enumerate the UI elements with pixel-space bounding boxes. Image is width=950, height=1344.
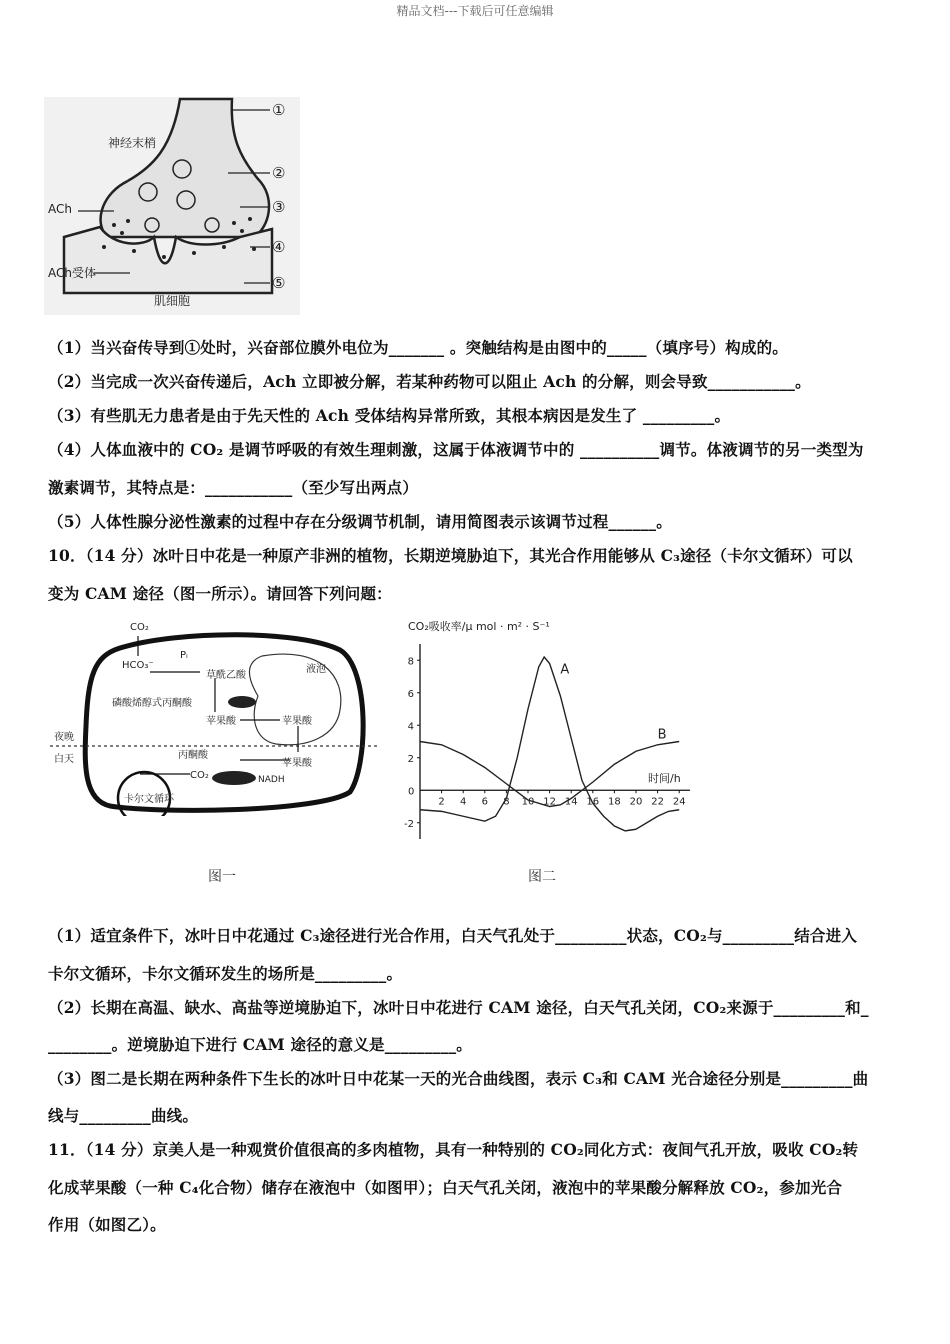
f1-mal3: 苹果酸 xyxy=(282,758,312,769)
y-tick-label: 8 xyxy=(407,656,414,668)
x-tick-label: 24 xyxy=(672,796,686,808)
y-tick-label: 4 xyxy=(407,721,414,733)
y-tick-label: 2 xyxy=(407,753,414,765)
q11-line-1: 11．（14 分）京美人是一种观赏价值很高的多肉植物，具有一种特别的 CO₂同化方式：夜间气孔开放，吸收 CO₂转 xyxy=(48,1140,859,1159)
q10-sub-2a: （2）长期在高温、缺水、高盐等逆境胁迫下，冰叶日中花进行 CAM 途径，白天气孔关闭，CO₂来源于_________和_ xyxy=(48,998,869,1017)
f1-day: 白天 xyxy=(54,754,74,765)
q10-sub-1b: 卡尔文循环，卡尔文循环发生的场所是_________。 xyxy=(48,964,403,983)
q9-line-2: （2）当完成一次兴奋传递后，Ach 立即被分解，若某种药物可以阻止 Ach 的分解，则会导致___________。 xyxy=(48,372,811,391)
f1-pyr: 丙酮酸 xyxy=(178,750,208,761)
label-ach: ACh xyxy=(48,202,72,216)
x-tick-label: 10 xyxy=(521,796,535,808)
x-tick-label: 22 xyxy=(651,796,664,808)
x-tick-label: 6 xyxy=(481,796,488,808)
f1-pep: 磷酸烯醇式丙酮酸 xyxy=(112,698,192,709)
x-tick-label: 12 xyxy=(543,796,556,808)
q11-line-3: 作用（如图乙）。 xyxy=(48,1215,166,1234)
q9-line-3: （3）有些肌无力患者是由于先天性的 Ach 受体结构异常所致，其根本病因是发生了 _________。 xyxy=(48,406,731,425)
q10-sub-3b: 线与_________曲线。 xyxy=(48,1106,199,1125)
label-terminal: 神经末梢 xyxy=(108,136,157,150)
series-B-label: B xyxy=(657,727,667,743)
label-n3: ③ xyxy=(272,198,286,216)
q9-line-4a: （4）人体血液中的 CO₂ 是调节呼吸的有效生理刺激，这属于体液调节中的 __________调节。体液调节的另一类型为 xyxy=(48,440,864,459)
f1-co2: CO₂ xyxy=(130,622,149,633)
f1-hco3: HCO₃⁻ xyxy=(122,660,154,671)
f1-mal2: 苹果酸 xyxy=(282,716,312,727)
f1-pi: Pᵢ xyxy=(180,650,188,661)
q9-line-5: （5）人体性腺分泌性激素的过程中存在分级调节机制，请用简图表示该调节过程______。 xyxy=(48,512,672,531)
f1-co2b: CO₂ xyxy=(190,770,209,781)
cam-cell-diagram xyxy=(50,616,380,816)
y-tick-label: 0 xyxy=(408,786,415,798)
x-tick-label: 8 xyxy=(503,796,510,808)
co2-uptake-chart xyxy=(390,614,720,854)
synapse-diagram xyxy=(44,97,300,315)
label-n2: ② xyxy=(272,164,286,182)
f1-vac: 液泡 xyxy=(306,664,326,675)
q10-sub-2b: ________。逆境胁迫下进行 CAM 途径的意义是_________。 xyxy=(48,1035,472,1054)
f1-calvin: 卡尔文循环 xyxy=(124,794,174,805)
x-tick-label: 18 xyxy=(608,796,621,808)
f1-night: 夜晚 xyxy=(54,732,74,743)
label-n1: ① xyxy=(272,101,286,119)
q10-sub-3a: （3）图二是长期在两种条件下生长的冰叶日中花某一天的光合曲线图，表示 C₃和 CAM 光合途径分别是_________曲 xyxy=(48,1069,869,1088)
chart-ylabel: CO₂吸收率/μ mol · m² · S⁻¹ xyxy=(408,620,550,633)
y-tick-label: -2 xyxy=(404,818,414,830)
label-n5: ⑤ xyxy=(272,274,286,292)
label-receptor: ACh受体 xyxy=(48,266,96,280)
page-header: 精品文档---下载后可任意编辑 xyxy=(396,4,554,18)
x-tick-label: 16 xyxy=(586,796,600,808)
f1-oaa: 草酰乙酸 xyxy=(206,670,246,681)
x-tick-label: 20 xyxy=(629,796,643,808)
q10-line-1: 10．（14 分）冰叶日中花是一种原产非洲的植物，长期逆境胁迫下，其光合作用能够从 C₃途径（卡尔文循环）可以 xyxy=(48,546,853,565)
q10-line-2: 变为 CAM 途径（图一所示）。请回答下列问题： xyxy=(48,584,392,603)
fig2-caption: 图二 xyxy=(528,869,556,885)
chart-xlabel: 时间/h xyxy=(648,772,681,785)
q11-line-2: 化成苹果酸（一种 C₄化合物）储存在液泡中（如图甲）；白天气孔关闭，液泡中的苹果酸分解释放 CO₂，参加光合 xyxy=(48,1178,843,1197)
f1-mal1: 苹果酸 xyxy=(206,716,236,727)
q9-line-1: （1）当兴奋传导到①处时，兴奋部位膜外电位为_______ 。突触结构是由图中的_____（填序号）构成的。 xyxy=(48,338,788,357)
y-tick-label: 6 xyxy=(407,688,414,700)
x-tick-label: 4 xyxy=(460,796,467,808)
f1-nadh: NADH xyxy=(258,775,285,785)
fig1-caption: 图一 xyxy=(208,869,236,885)
label-n4: ④ xyxy=(272,238,286,256)
series-A-label: A xyxy=(560,662,570,678)
q9-line-4b: 激素调节，其特点是：___________（至少写出两点） xyxy=(48,478,419,497)
x-tick-label: 2 xyxy=(438,796,445,808)
x-tick-label: 14 xyxy=(564,796,578,808)
q10-sub-1a: （1）适宜条件下，冰叶日中花通过 C₃途径进行光合作用，白天气孔处于_________状态，CO₂与_________结合进入 xyxy=(48,926,858,945)
label-muscle: 肌细胞 xyxy=(154,294,191,308)
